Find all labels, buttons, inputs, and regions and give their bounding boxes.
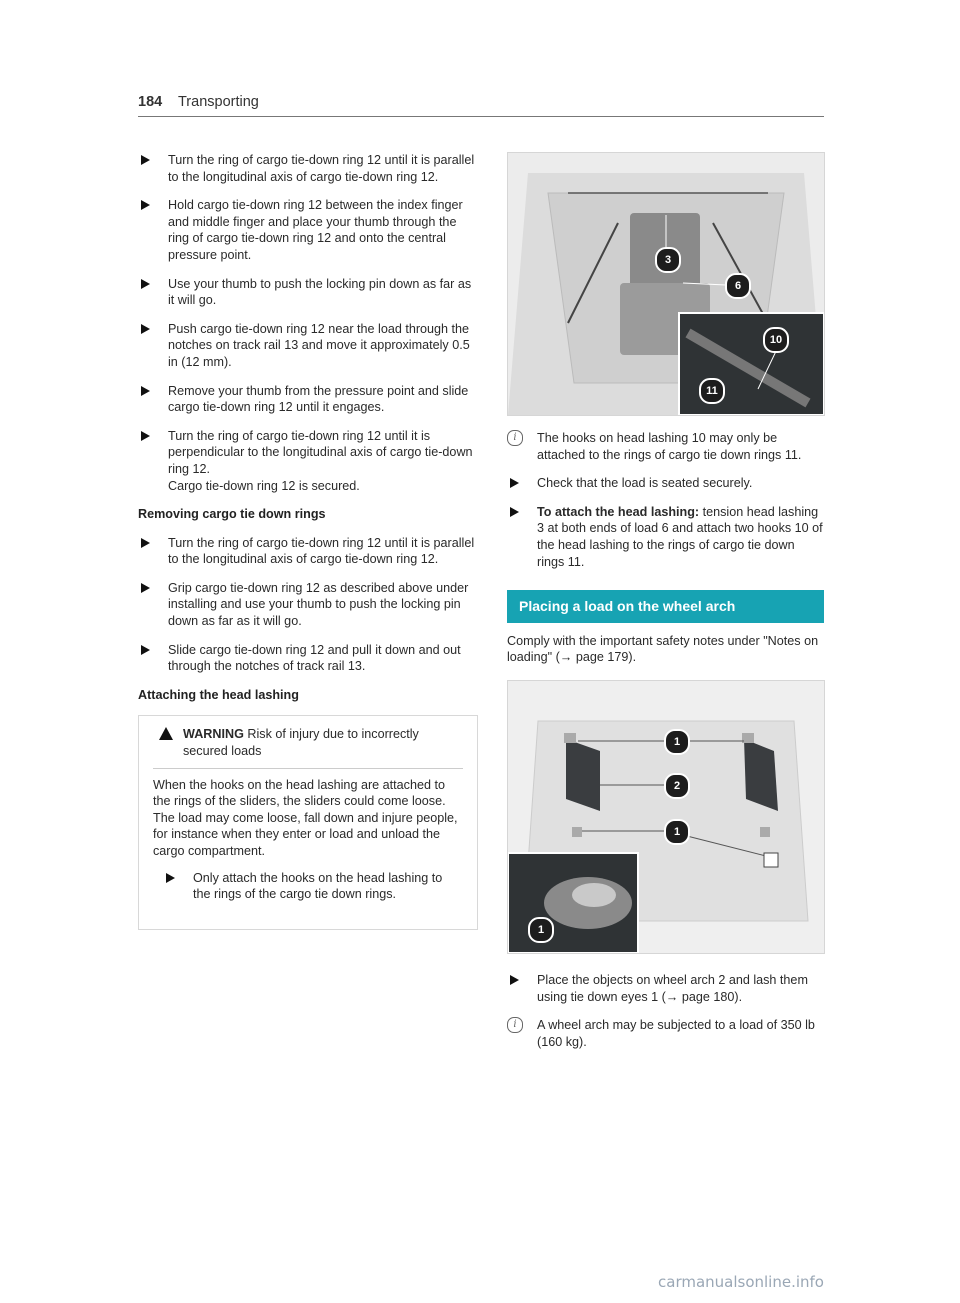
warning-body: When the hooks on the head lashing are attached to the rings of the sliders, the sliders could come loose. The load may come loose, fall down and injure people, for instance when they enter or load and unload the cargo compartment. — [153, 777, 458, 858]
step — [138, 535, 478, 568]
arrow-icon — [141, 583, 150, 593]
step-text: Hold cargo tie-down ring 12 between the index finger and middle finger and place your thumb through the ring of cargo tie-down ring 12 and onto the central pressure point. — [168, 198, 463, 262]
callout-1: 1 — [664, 819, 690, 845]
page-header — [138, 94, 824, 117]
wheel-arch-figure — [507, 680, 825, 954]
step — [507, 475, 824, 492]
step — [138, 580, 478, 630]
step — [507, 972, 824, 1005]
warning-box — [138, 715, 478, 929]
step — [138, 152, 478, 185]
step-bold: To attach the head lashing: — [537, 504, 700, 519]
info-note — [507, 1017, 824, 1050]
arrow-icon — [141, 431, 150, 441]
callout-3: 3 — [655, 247, 681, 273]
callout-10: 10 — [763, 327, 789, 353]
step-text: Push cargo tie-down ring 12 near the load through the notches on track rail 13 and move it approximately 0.5 in (12 mm). — [168, 321, 470, 369]
step-text: Turn the ring of cargo tie-down ring 12 until it is parallel to the longitudinal axis of cargo tie-down ring 12. — [168, 153, 475, 184]
warning-headline: Risk of injury due to incorrectly secured loads — [183, 727, 419, 759]
section-heading: Placing a load on the wheel arch — [507, 590, 824, 623]
step-text: Remove your thumb from the pressure point and slide cargo tie-down ring 12 until it engages. — [168, 383, 469, 415]
warning-header — [153, 726, 463, 768]
arrow-icon — [510, 507, 519, 517]
section-title: Transporting — [177, 94, 259, 110]
step — [507, 504, 824, 570]
callout-1: 1 — [528, 917, 554, 943]
section-intro: Comply with the important safety notes under "Notes on loading" (→ page 179). — [507, 633, 819, 665]
arrow-icon — [166, 873, 175, 883]
callout-2: 2 — [664, 773, 690, 799]
warning-triangle-icon — [159, 727, 173, 740]
callout-11: 11 — [699, 378, 725, 404]
step — [138, 276, 478, 309]
arrow-icon — [141, 538, 150, 548]
arrow-icon — [141, 645, 150, 655]
arrow-icon — [510, 478, 519, 488]
step-text: tension head lashing 3 at both ends of load 6 and attach two hooks 10 of the head lashing to the rings of cargo tie down rings 11. — [537, 504, 823, 569]
arrow-icon — [141, 279, 150, 289]
page-number: 184 — [138, 94, 163, 110]
warning-label: WARNING — [183, 727, 244, 742]
removing-heading: Removing cargo tie down rings — [138, 507, 326, 522]
step — [138, 321, 478, 371]
callout-6: 6 — [725, 273, 751, 299]
warning-step — [163, 870, 463, 903]
step — [138, 383, 478, 416]
info-text: The hooks on head lashing 10 may only be attached to the rings of cargo tie down rings 11. — [537, 431, 802, 462]
step-text: Turn the ring of cargo tie-down ring 12 until it is parallel to the longitudinal axis of cargo tie-down ring 12. — [168, 535, 475, 567]
step — [138, 642, 478, 675]
cargo-compartment-illustration — [508, 153, 824, 415]
step — [138, 197, 478, 263]
wheel-arch-illustration — [508, 681, 824, 953]
step-text: Grip cargo tie-down ring 12 as described above under installing and use your thumb to push the locking pin down as far as it will go. — [168, 580, 469, 629]
head-lashing-figure — [507, 152, 825, 416]
arrow-icon — [141, 324, 150, 334]
watermark: carmanualsonline.info — [658, 1273, 824, 1291]
step-text: Place the objects on wheel arch 2 and lash them using tie down eyes 1 (→ page 180). — [537, 972, 808, 1004]
step-text: Slide cargo tie-down ring 12 and pull it down and out through the notches of track rail 13. — [168, 642, 461, 674]
step — [138, 428, 478, 494]
attaching-heading: Attaching the head lashing — [138, 687, 299, 702]
step-text: Use your thumb to push the locking pin down as far as it will go. — [168, 276, 472, 308]
step-text: Check that the load is seated securely. — [537, 476, 753, 491]
info-icon: i — [507, 1017, 523, 1033]
left-column — [138, 152, 478, 930]
step-text: Turn the ring of cargo tie-down ring 12 until it is perpendicular to the longitudinal axis of cargo tie-down ring 12. Cargo tie-down ring 12 is secured. — [168, 428, 473, 493]
step-text: Only attach the hooks on the head lashing to the rings of the cargo tie down rings. — [193, 870, 443, 902]
arrow-icon — [141, 386, 150, 396]
arrow-icon — [510, 975, 519, 985]
right-column — [507, 152, 824, 1062]
info-note — [507, 430, 824, 463]
callout-1: 1 — [664, 729, 690, 755]
arrow-icon — [141, 200, 150, 210]
info-icon: i — [507, 430, 523, 446]
arrow-icon — [141, 155, 150, 165]
info-text: A wheel arch may be subjected to a load of 350 lb (160 kg). — [537, 1018, 815, 1049]
